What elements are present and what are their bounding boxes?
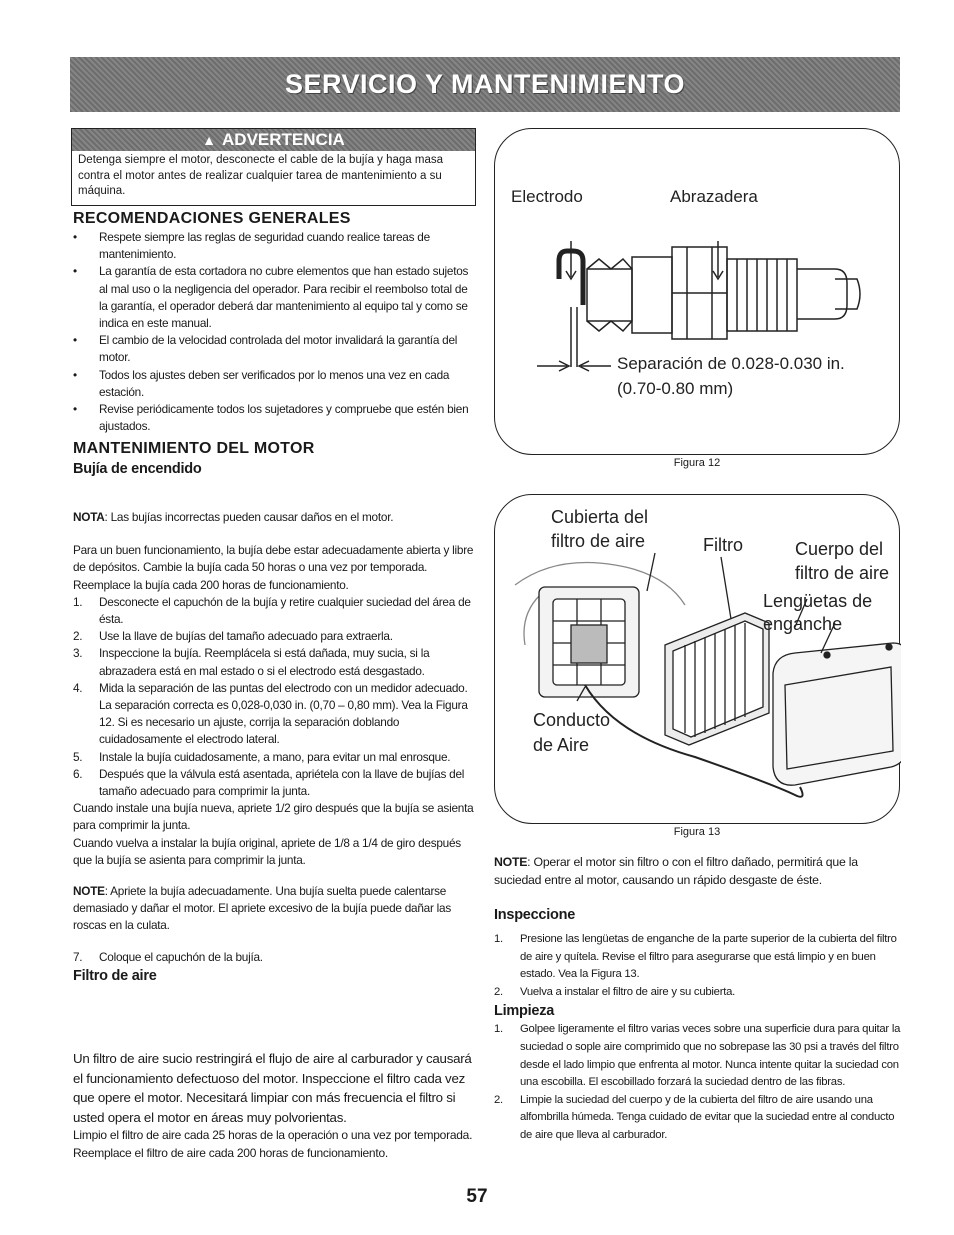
label-filter: Filtro <box>703 535 743 555</box>
left-column-spark <box>73 509 478 986</box>
engine-heading: MANTENIMIENTO DEL MOTOR <box>73 440 315 458</box>
label-tabs-1: Lengüetas de <box>763 591 873 611</box>
clean-list <box>494 1021 902 1144</box>
label-cover-2: filtro de aire <box>551 531 646 551</box>
warning-header <box>72 129 475 151</box>
note2-label: NOTE <box>73 884 105 899</box>
label-electrode: Electrodo <box>511 187 583 206</box>
figure-12-frame <box>494 128 900 455</box>
spark-steps <box>73 594 478 800</box>
list-item: 1. Golpee ligeramente el filtro varias veces sobre una superficie dura para quitar la suciedad o sople aire comprimido que no sobrepase las 30 psi a través del filtro desde el lado limpio que enfrenta al motor. Nunca intente quitar la suciedad con una escobilla. El escobillado forzará la suciedad dentro de las fibras. <box>494 1023 901 1089</box>
label-body-2: filtro de aire <box>795 563 890 583</box>
note-label: NOTA <box>73 510 105 524</box>
orig-plug-text: Cuando vuelva a instalar la bujía original, apriete de 1/8 a 1/4 de giro después que la bujía se asienta para comprimir la junta. <box>73 835 461 867</box>
general-heading: RECOMENDACIONES GENERALES <box>73 210 351 227</box>
list-item: • Todos los ajustes deben ser verificados por lo menos una vez en cada estación. <box>73 367 478 401</box>
spark-step7 <box>73 949 478 966</box>
list-item: 2. Limpie la suciedad del cuerpo y de la cubierta del filtro de aire usando una alfombrilla húmeda. Tenga cuidado de evitar que la suciedad entre al conducto de aire que lleva al carburador. <box>494 1093 895 1141</box>
section-banner <box>70 57 900 112</box>
right-column-lists <box>494 931 902 1145</box>
list-item: 3. Inspeccione la bujía. Reemplácela si está dañada, muy sucia, si la abrazadera está en mal estado o si el electrodo está desgastado. <box>73 646 430 678</box>
spark-intro: Para un buen funcionamiento, la bujía debe estar adecuadamente abierta y libre de depósitos. Cambie la bujía cada 50 horas o una vez por temporada. Reemplace la bujía cada 200 horas de funcionamiento. <box>73 543 474 592</box>
warning-title: ADVERTENCIA <box>222 130 345 149</box>
label-clamp: Abrazadera <box>670 187 758 206</box>
label-gap-mm: (0.70-0.80 mm) <box>617 379 734 398</box>
list-item: 1. Presione las lengüetas de enganche de la parte superior de la cubierta del filtro de aire y quítela. Revise el filtro para asegurarse que está limpio y en buen estado. Vea la Figura 13. <box>494 933 897 981</box>
list-item: • Revise periódicamente todos los sujetadores y compruebe que estén bien ajustados. <box>73 401 478 435</box>
right-note <box>494 853 902 889</box>
spark-heading: Bujía de encendido <box>73 461 202 478</box>
label-cover-1: Cubierta del <box>551 507 649 527</box>
air-p3: Reemplace el filtro de aire cada 200 horas de funcionamiento. <box>73 1145 388 1160</box>
figure-13-frame <box>494 494 900 824</box>
note2-text: : Apriete la bujía adecuadamente. Una bujía suelta puede calentarse demasiado y dañar el motor. El apriete excesivo de la bujía puede dañar las roscas en la culata. <box>73 884 452 933</box>
list-item: 6. Después que la válvula está asentada, apriétela con la llave de bujías del tamaño adecuado para comprimir la junta. <box>73 766 465 799</box>
spark-note <box>73 509 478 526</box>
air-filter-text <box>73 1049 478 1162</box>
list-item: 7. Coloque el capuchón de la bujía. <box>73 949 263 964</box>
right-note-text: : Operar el motor sin filtro o con el filtro dañado, permitirá que la suciedad entre al motor, causando un rápido desgaste de éste. <box>494 855 858 887</box>
air-p2: Limpio el filtro de aire cada 25 horas de la operación o una vez por temporada. <box>73 1128 473 1142</box>
spark-note2 <box>73 883 478 935</box>
warning-box <box>71 128 476 206</box>
list-item: • El cambio de la velocidad controlada del motor invalidará la garantía del motor. <box>73 332 478 366</box>
list-item: 2. Use la llave de bujías del tamaño adecuado para extraerla. <box>73 629 393 644</box>
clean-heading: Limpieza <box>494 1003 555 1020</box>
right-column <box>494 853 902 925</box>
inspect-heading: Inspeccione <box>494 907 576 923</box>
list-item: 4. Mida la separación de las puntas del electrodo con un medidor adecuado. La separación correcta es 0,028-0,030 in. (0,70 – 0,80 mm). Vea la Figura 12. Si es necesario un ajuste, corrija la separación doblando cuidadosamente el electrodo lateral. <box>73 680 468 747</box>
list-item: 1. Desconecte el capuchón de la bujía y retire cualquier suciedad del área de ésta. <box>73 594 471 627</box>
figure-13-caption: Figura 13 <box>673 826 721 838</box>
air-filter-heading: Filtro de aire <box>73 967 157 984</box>
label-gap: Separación de 0.028-0.030 in. <box>617 354 845 373</box>
label-duct-2: de Aire <box>533 735 590 755</box>
note-text: : Las bujías incorrectas pueden causar daños en el motor. <box>104 510 394 524</box>
list-item: • La garantía de esta cortadora no cubre elementos que han estado sujetos al mal uso o la negligencia del operador. Para recibir el reembolso total de la garantía, el operador deberá dar mantenimiento al equipo tal y como se indica en este manual. <box>73 263 478 332</box>
label-duct-1: Conducto <box>533 710 611 730</box>
left-column-top <box>73 209 478 479</box>
right-note-label: NOTE <box>494 855 528 869</box>
spark-plug-drawing <box>495 129 901 456</box>
warning-triangle-icon: ▲ <box>202 132 217 148</box>
general-list <box>73 229 478 435</box>
list-item: • Respete siempre las reglas de seguridad cuando realice tareas de mantenimiento. <box>73 229 478 263</box>
warning-text: Detenga siempre el motor, desconecte el cable de la bujía y haga masa contra el motor antes de realizar cualquier tarea de mantenimiento a su máquina. <box>78 154 444 197</box>
new-plug-text: Cuando instale una bujía nueva, apriete 1/2 giro después que la bujía se asienta para comprimir la junta. <box>73 801 474 833</box>
list-item: 2. Vuelva a instalar el filtro de aire y su cubierta. <box>494 985 736 998</box>
air-p1: Un filtro de aire sucio restringirá el flujo de aire al carburador y causará el funcionamiento defectuoso del motor. Inspeccione el filtro cada vez que opere el motor. Necesitará limpiar con más frecuencia el filtro si usted opera el motor en áreas muy polvorientas. <box>73 1051 472 1125</box>
figure-12-caption: Figura 12 <box>673 457 721 469</box>
banner-title: SERVICIO Y MANTENIMIENTO <box>284 69 686 99</box>
label-body-1: Cuerpo del <box>795 539 884 559</box>
list-item: 5. Instale la bujía cuidadosamente, a mano, para evitar un mal enrosque. <box>73 749 451 764</box>
page-number: 57 <box>466 1186 488 1207</box>
label-tabs-2: enganche <box>763 614 843 634</box>
inspect-list <box>494 931 902 1001</box>
